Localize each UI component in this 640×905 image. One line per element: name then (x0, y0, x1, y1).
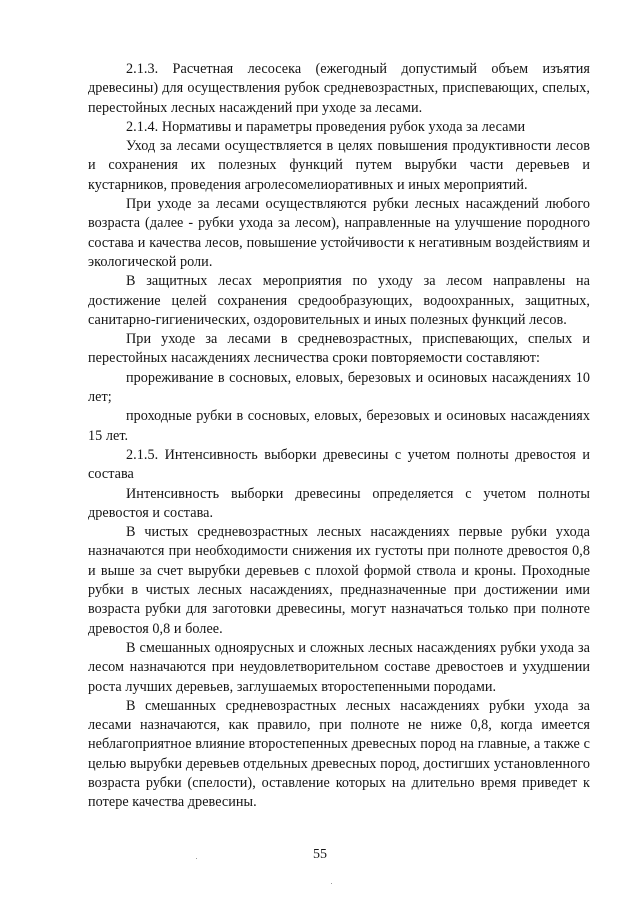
paragraph-2-1-3-calculated-cutting-area: 2.1.3. Расчетная лесосека (ежегодный допустимый объем изъятия древесины) для осуществления рубок средневозрастных, приспевающих, спелых, перестойных лесных насаждений при уходе за лесами. (88, 61, 590, 116)
paragraph-intensity-definition: Интенсивность выборки древесины определяется с учетом полноты древостоя и состава. (88, 485, 590, 521)
paragraph-mixed-single-storey-stands: В смешанных одноярусных и сложных лесных насаждениях рубки ухода за лесом назначаются при неудовлетворительном составе древостоев и ухудшении роста лучших деревьев, заглушаемых второстепенными породами. (88, 639, 590, 695)
paragraph-mixed-middle-aged-stands: В смешанных средневозрастных лесных насаждениях рубки ухода за лесами назначаются, как правило, при полноте не ниже 0,8, когда имеется неблагоприятное влияние второстепенных древесных пород на главные, а также с целью вырубки деревьев отдельных древесных пород, достигших установленного возраста рубки (спелости), оставление которых на длительно время приведет к потере качества древесины. (88, 697, 590, 811)
scan-speck (196, 858, 197, 859)
heading-2-1-4-thinning-norms: 2.1.4. Нормативы и параметры проведения рубок ухода за лесами (126, 118, 526, 135)
paragraph-pure-stands: В чистых средневозрастных лесных насаждениях первые рубки ухода назначаются при необходимости снижения их густоты при полноте древостоя 0,8 и выше за счет вырубки деревьев с плохой формой ствола и кроны. Проходные рубки в чистых лесных насаждениях, предназначенные при достижении ими возраста рубки для заготовки древесины, могут назначаться только при полноте древостоя 0,8 и более. (88, 524, 590, 637)
paragraph-care-cuttings-definition: При уходе за лесами осуществляются рубки лесных насаждений любого возраста (далее - рубки ухода за лесом), направленные на улучшение породного состава и качества лесов, повышение устойчивости к негативным воздействиям и экологической роли. (88, 196, 590, 270)
paragraph-passage-cuttings-15-years: проходные рубки в сосновых, еловых, березовых и осиновых насаждениях 15 лет. (88, 408, 590, 444)
paragraph-thinning-10-years: прореживание в сосновых, еловых, березовых и осиновых насаждениях 10 лет; (88, 369, 590, 406)
paragraph-protective-forests: В защитных лесах мероприятия по уходу за лесом направлены на достижение целей сохранения средообразующих, водоохранных, защитных, санитарно-гигиенических, оздоровительных и иных полезных функций лесов. (88, 273, 590, 328)
document-body (88, 60, 590, 813)
scan-speck (331, 883, 332, 884)
paragraph-forest-care-purpose: Уход за лесами осуществляется в целях повышения продуктивности лесов и сохранения их полезных функций путем вырубки части деревьев и кустарников, проведения агролесомелиоративных и иных мероприятий. (88, 138, 590, 193)
heading-2-1-5-selection-intensity: 2.1.5. Интенсивность выборки древесины с учетом полноты древостоя и состава (88, 446, 590, 483)
page-number: 55 (313, 847, 327, 862)
paragraph-repetition-periods: При уходе за лесами в средневозрастных, приспевающих, спелых и перестойных насаждениях лесничества сроки повторяемости составляют: (88, 331, 590, 367)
